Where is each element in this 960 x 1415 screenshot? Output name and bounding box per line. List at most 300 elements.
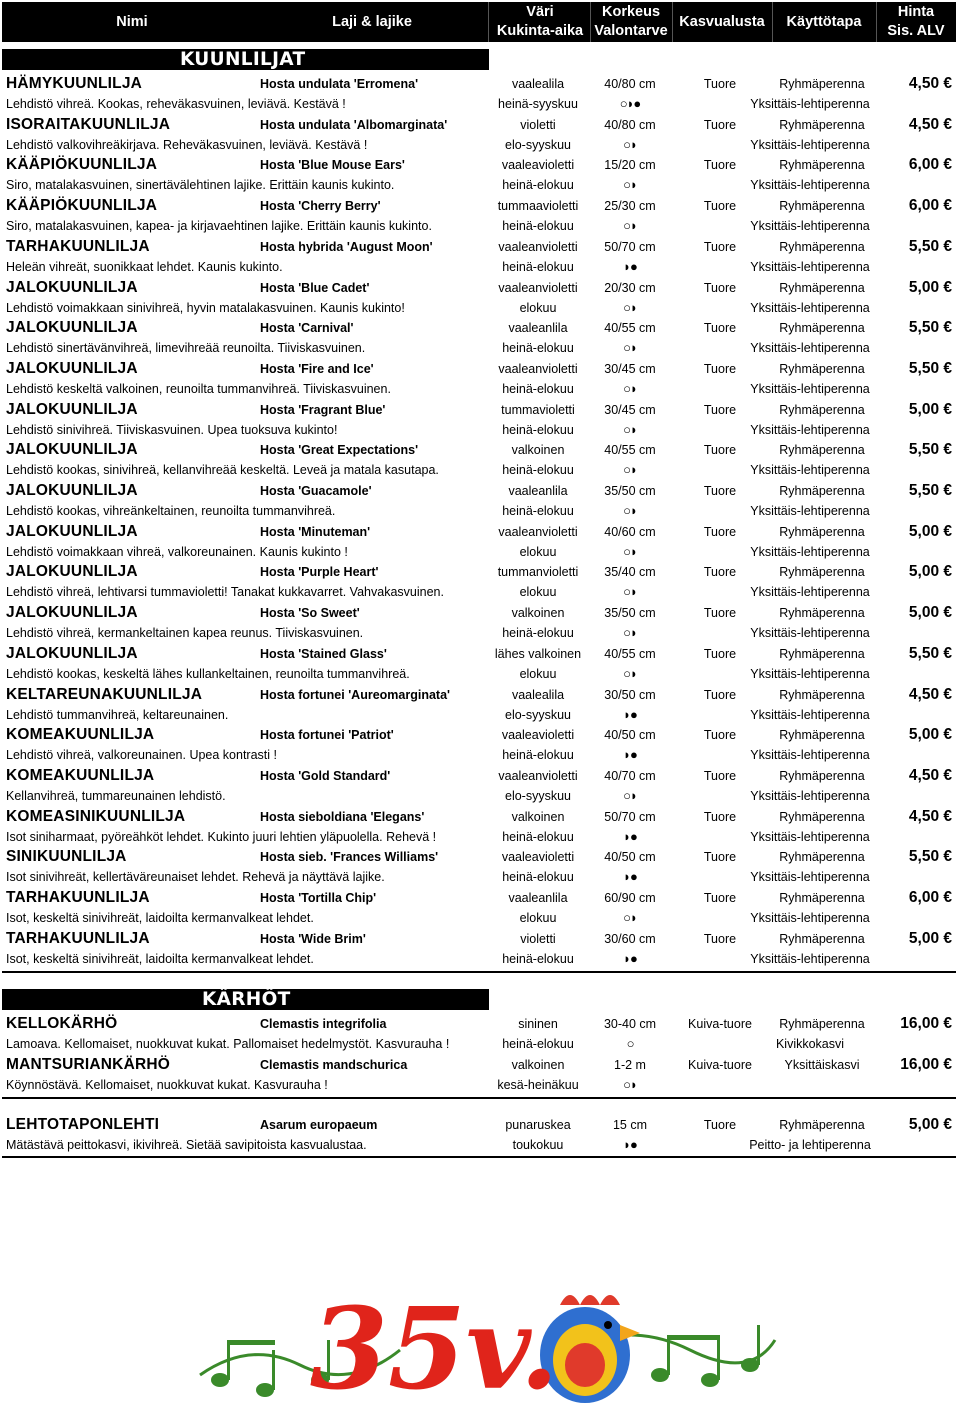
plant-name: JALOKUUNLILJA xyxy=(6,563,138,580)
secondary-usage: Yksittäis-lehtiperenna xyxy=(750,219,870,233)
price: 6,00 € xyxy=(908,156,952,173)
col-height-label: Korkeus xyxy=(601,4,661,20)
growing-medium: Tuore xyxy=(703,281,737,295)
plant-detail-row xyxy=(0,827,960,847)
bloom-time: heinä-syyskuu xyxy=(498,97,578,111)
usage-type: Ryhmäperenna xyxy=(779,443,865,457)
price: 4,50 € xyxy=(908,808,952,825)
plant-entry xyxy=(0,1055,960,1096)
col-bloom-label: Kukinta-aika xyxy=(496,23,584,39)
light-requirement-icon: ○◗ xyxy=(623,584,637,599)
flower-color: vaaleanvioletti xyxy=(498,525,578,539)
plant-height: 60/90 cm xyxy=(604,891,656,905)
anniversary-logo xyxy=(190,1280,780,1410)
growing-medium: Tuore xyxy=(703,525,737,539)
plant-height: 40/70 cm xyxy=(604,769,656,783)
usage-type: Ryhmäperenna xyxy=(779,403,865,417)
growing-medium: Tuore xyxy=(703,484,737,498)
section-header xyxy=(2,989,489,1010)
plant-main-row xyxy=(0,278,960,298)
plant-species: Hosta 'Tortilla Chip' xyxy=(260,891,377,905)
plant-entry xyxy=(0,888,960,929)
light-requirement-icon: ◗● xyxy=(623,707,637,722)
bloom-time: heinä-elokuu xyxy=(502,260,574,274)
bloom-time: heinä-elokuu xyxy=(502,870,574,884)
light-requirement-icon: ◗● xyxy=(623,829,637,844)
growing-medium: Tuore xyxy=(703,850,737,864)
bloom-time: heinä-elokuu xyxy=(502,626,574,640)
plant-height: 40/55 cm xyxy=(604,647,656,661)
plant-name: JALOKUUNLILJA xyxy=(6,360,138,377)
flower-color: vaaleanvioletti xyxy=(498,281,578,295)
light-requirement-icon: ○◗ xyxy=(623,381,637,396)
plant-description: Isot siniharmaat, pyöreähköt lehdet. Kukinto juuri lehtien yläpuolella. Rehevä ! xyxy=(6,830,437,844)
plant-detail-row xyxy=(0,949,960,969)
col-price-label: Hinta xyxy=(897,4,935,20)
bloom-time: elo-syyskuu xyxy=(505,708,571,722)
plant-detail-row xyxy=(0,420,960,440)
plant-species: Hosta undulata 'Erromena' xyxy=(260,77,419,91)
plant-detail-row xyxy=(0,460,960,480)
plant-entry xyxy=(0,237,960,278)
plant-main-row xyxy=(0,155,960,175)
plant-entry xyxy=(0,481,960,522)
bloom-time: heinä-elokuu xyxy=(502,748,574,762)
usage-type: Ryhmäperenna xyxy=(779,810,865,824)
price: 5,50 € xyxy=(908,848,952,865)
light-requirement-icon: ○◗ xyxy=(623,177,637,192)
light-requirement-icon: ○◗ xyxy=(623,1077,637,1092)
plant-detail-row xyxy=(0,175,960,195)
plant-entry xyxy=(0,115,960,156)
col-vat-label: Sis. ALV xyxy=(887,23,945,39)
light-requirement-icon: ○◗ xyxy=(623,503,637,518)
header-divider xyxy=(488,2,489,42)
usage-type: Ryhmäperenna xyxy=(779,484,865,498)
plant-description: Lehdistö voimakkaan sinivihreä, hyvin matalakasvuinen. Kaunis kukinto! xyxy=(6,301,405,315)
flower-color: vaaleanvioletti xyxy=(498,362,578,376)
section-divider xyxy=(2,971,956,973)
flower-color: vaaleavioletti xyxy=(501,158,575,172)
plant-height: 40/60 cm xyxy=(604,525,656,539)
bloom-time: heinä-elokuu xyxy=(502,382,574,396)
light-requirement-icon: ○◗ xyxy=(623,462,637,477)
secondary-usage: Yksittäis-lehtiperenna xyxy=(750,870,870,884)
price: 5,00 € xyxy=(908,1116,952,1133)
usage-type: Ryhmäperenna xyxy=(779,891,865,905)
secondary-usage: Yksittäis-lehtiperenna xyxy=(750,626,870,640)
usage-type: Ryhmäperenna xyxy=(779,606,865,620)
plant-name: TARHAKUUNLILJA xyxy=(6,889,150,906)
secondary-usage: Yksittäis-lehtiperenna xyxy=(750,830,870,844)
plant-entry xyxy=(0,807,960,848)
plant-entry xyxy=(0,1115,960,1156)
plant-detail-row xyxy=(0,1075,960,1095)
usage-type: Ryhmäperenna xyxy=(779,769,865,783)
plant-detail-row xyxy=(0,623,960,643)
flower-color: valkoinen xyxy=(511,1058,565,1072)
flower-color: tummaavioletti xyxy=(497,199,579,213)
flower-color: vaaleanvioletti xyxy=(498,240,578,254)
growing-medium: Tuore xyxy=(703,118,737,132)
plant-main-row xyxy=(0,481,960,501)
plant-name: JALOKUUNLILJA xyxy=(6,319,138,336)
plant-description: Lehdistö kookas, sinivihreä, kellanvihreää keskeltä. Leveä ja matala kasutapa. xyxy=(6,463,439,477)
plant-entry xyxy=(0,929,960,970)
plant-name: TARHAKUUNLILJA xyxy=(6,238,150,255)
plant-description: Lehdistö vihreä. Kookas, reheväkasvuinen, leviävä. Kestävä ! xyxy=(6,97,346,111)
secondary-usage: Yksittäis-lehtiperenna xyxy=(750,463,870,477)
price: 5,00 € xyxy=(908,930,952,947)
light-requirement-icon: ◗● xyxy=(623,869,637,884)
secondary-usage: Yksittäis-lehtiperenna xyxy=(750,423,870,437)
plant-detail-row xyxy=(0,379,960,399)
secondary-usage: Yksittäis-lehtiperenna xyxy=(750,789,870,803)
price: 5,50 € xyxy=(908,319,952,336)
plant-height: 35/40 cm xyxy=(604,565,656,579)
plant-entry xyxy=(0,74,960,115)
plant-description: Lehdistö kookas, vihreänkeltainen, reunoilta tummanvihreä. xyxy=(6,504,336,518)
bloom-time: elo-syyskuu xyxy=(505,138,571,152)
plant-entry xyxy=(0,1014,960,1055)
plant-description: Lehdistö keskeltä valkoinen, reunoilta tummanvihreä. Tiiviskasvuinen. xyxy=(6,382,391,396)
col-header-env xyxy=(672,2,772,42)
bloom-time: heinä-elokuu xyxy=(502,504,574,518)
plant-detail-row xyxy=(0,705,960,725)
growing-medium: Tuore xyxy=(703,321,737,335)
bloom-time: elokuu xyxy=(519,585,557,599)
plant-description: Lehdistö kookas, keskeltä lähes kullankeltainen, reunoilta tummanvihreä. xyxy=(6,667,410,681)
light-requirement-icon: ○◗ xyxy=(623,218,637,233)
plant-main-row xyxy=(0,725,960,745)
plant-detail-row xyxy=(0,867,960,887)
flower-color: vaalealila xyxy=(511,688,565,702)
price: 6,00 € xyxy=(908,889,952,906)
section-title: KUUNLILJAT xyxy=(180,49,306,70)
plant-detail-row xyxy=(0,1135,960,1155)
plant-height: 25/30 cm xyxy=(604,199,656,213)
plant-height: 50/70 cm xyxy=(604,240,656,254)
plant-detail-row xyxy=(0,745,960,765)
usage-type: Ryhmäperenna xyxy=(779,932,865,946)
plant-entry xyxy=(0,847,960,888)
plant-height: 40/55 cm xyxy=(604,321,656,335)
flower-color: tummavioletti xyxy=(501,403,575,417)
plant-entry xyxy=(0,155,960,196)
usage-type: Ryhmäperenna xyxy=(779,77,865,91)
flower-color: vaaleanlila xyxy=(508,891,568,905)
light-requirement-icon: ○◗● xyxy=(619,96,641,111)
plant-detail-row xyxy=(0,338,960,358)
light-requirement-icon: ○◗ xyxy=(623,340,637,355)
secondary-usage: Yksittäis-lehtiperenna xyxy=(750,341,870,355)
col-header-species xyxy=(292,2,452,42)
light-requirement-icon: ◗● xyxy=(623,951,637,966)
section-divider xyxy=(2,1097,956,1099)
plant-name: JALOKUUNLILJA xyxy=(6,604,138,621)
plant-description: Lamoava. Kellomaiset, nuokkuvat kukat. Pallomaiset hedelmystöt. Kasvurauha ! xyxy=(6,1037,450,1051)
plant-detail-row xyxy=(0,664,960,684)
plant-height: 30-40 cm xyxy=(603,1017,657,1031)
secondary-usage: Yksittäis-lehtiperenna xyxy=(750,952,870,966)
flower-color: vaaleanlila xyxy=(508,321,568,335)
growing-medium: Tuore xyxy=(703,362,737,376)
plant-species: Hosta 'So Sweet' xyxy=(260,606,360,620)
anniversary-text: 35v. xyxy=(310,1284,559,1410)
plant-species: Asarum europaeum xyxy=(260,1118,378,1132)
plant-height: 30/50 cm xyxy=(604,688,656,702)
plant-species: Hosta 'Wide Brim' xyxy=(260,932,366,946)
growing-medium: Tuore xyxy=(703,403,737,417)
col-header-color xyxy=(490,2,590,42)
col-species-label: Laji & lajike xyxy=(332,13,412,30)
plant-main-row xyxy=(0,400,960,420)
flower-color: violetti xyxy=(520,932,556,946)
plant-name: LEHTOTAPONLEHTI xyxy=(6,1116,160,1133)
plant-detail-row xyxy=(0,542,960,562)
plant-name: SINIKUUNLILJA xyxy=(6,848,127,865)
plant-species: Hosta 'Great Expectations' xyxy=(260,443,419,457)
flower-color: tummanvioletti xyxy=(497,565,579,579)
growing-medium: Tuore xyxy=(703,240,737,254)
plant-detail-row xyxy=(0,501,960,521)
plant-species: Hosta 'Gold Standard' xyxy=(260,769,391,783)
growing-medium: Kuiva-tuore xyxy=(688,1017,752,1031)
light-requirement-icon: ◗● xyxy=(623,747,637,762)
growing-medium: Tuore xyxy=(703,688,737,702)
plant-main-row xyxy=(0,74,960,94)
plant-description: Mätästävä peittokasvi, ikivihreä. Sietää savipitoista kasvualustaa. xyxy=(6,1138,367,1152)
plant-main-row xyxy=(0,1014,960,1034)
plant-species: Hosta sieboldiana 'Elegans' xyxy=(260,810,425,824)
growing-medium: Tuore xyxy=(703,769,737,783)
plant-entry xyxy=(0,359,960,400)
secondary-usage: Yksittäis-lehtiperenna xyxy=(750,504,870,518)
price: 16,00 € xyxy=(900,1056,952,1073)
col-name-label: Nimi xyxy=(116,13,148,30)
plant-entry xyxy=(0,766,960,807)
plant-species: Hosta 'Carnival' xyxy=(260,321,354,335)
price: 5,50 € xyxy=(908,441,952,458)
flower-color: valkoinen xyxy=(511,443,565,457)
plant-detail-row xyxy=(0,908,960,928)
col-color-label: Väri xyxy=(526,4,554,20)
col-header-use xyxy=(772,2,876,42)
growing-medium: Tuore xyxy=(703,891,737,905)
plant-description: Köynnöstävä. Kellomaiset, nuokkuvat kukat. Kasvurauha ! xyxy=(6,1078,328,1092)
plant-detail-row xyxy=(0,786,960,806)
plant-height: 30/45 cm xyxy=(604,362,656,376)
bloom-time: kesä-heinäkuu xyxy=(497,1078,579,1092)
light-requirement-icon: ◗● xyxy=(623,1137,637,1152)
plant-name: KELLOKÄRHÖ xyxy=(6,1015,118,1032)
table-header xyxy=(2,2,956,42)
plant-name: JALOKUUNLILJA xyxy=(6,482,138,499)
secondary-usage: Yksittäis-lehtiperenna xyxy=(750,748,870,762)
price: 6,00 € xyxy=(908,197,952,214)
plant-main-row xyxy=(0,766,960,786)
plant-species: Hosta fortunei 'Patriot' xyxy=(260,728,394,742)
price: 4,50 € xyxy=(908,75,952,92)
flower-color: valkoinen xyxy=(511,810,565,824)
bloom-time: heinä-elokuu xyxy=(502,1037,574,1051)
secondary-usage: Yksittäis-lehtiperenna xyxy=(750,178,870,192)
plant-description: Lehdistö sinertävänvihreä, limevihreää reunoilta. Tiiviskasvuinen. xyxy=(6,341,366,355)
price: 5,50 € xyxy=(908,645,952,662)
secondary-usage: Yksittäis-lehtiperenna xyxy=(750,301,870,315)
bloom-time: heinä-elokuu xyxy=(502,423,574,437)
plant-main-row xyxy=(0,929,960,949)
plant-height: 40/50 cm xyxy=(604,728,656,742)
plant-main-row xyxy=(0,196,960,216)
plant-name: JALOKUUNLILJA xyxy=(6,401,138,418)
plant-detail-row xyxy=(0,1034,960,1054)
plant-height: 35/50 cm xyxy=(604,484,656,498)
plant-name: TARHAKUUNLILJA xyxy=(6,930,150,947)
col-header-height xyxy=(590,2,672,42)
plant-name: JALOKUUNLILJA xyxy=(6,523,138,540)
plant-name: KOMEAKUUNLILJA xyxy=(6,726,155,743)
flower-color: vaaleanlila xyxy=(508,484,568,498)
growing-medium: Tuore xyxy=(703,199,737,213)
col-env-label: Kasvualusta xyxy=(679,13,765,30)
plant-species: Hosta 'Blue Mouse Ears' xyxy=(260,158,405,172)
bloom-time: heinä-elokuu xyxy=(502,178,574,192)
light-requirement-icon: ○◗ xyxy=(623,300,637,315)
price: 5,00 € xyxy=(908,604,952,621)
plant-height: 30/45 cm xyxy=(604,403,656,417)
flower-color: vaalealila xyxy=(511,77,565,91)
plant-name: KÄÄPIÖKUUNLILJA xyxy=(6,156,158,173)
flower-color: lähes valkoinen xyxy=(494,647,582,661)
section-divider xyxy=(2,1156,956,1158)
plant-species: Clemastis mandschurica xyxy=(260,1058,408,1072)
price: 16,00 € xyxy=(900,1015,952,1032)
plant-description: Isot sinivihreät, kellertäväreunaiset lehdet. Rehevä ja näyttävä lajike. xyxy=(6,870,385,884)
plant-main-row xyxy=(0,807,960,827)
growing-medium: Tuore xyxy=(703,932,737,946)
plant-entry xyxy=(0,318,960,359)
plant-species: Hosta 'Purple Heart' xyxy=(260,565,379,579)
plant-entry xyxy=(0,196,960,237)
bloom-time: toukokuu xyxy=(512,1138,564,1152)
usage-type: Ryhmäperenna xyxy=(779,321,865,335)
light-requirement-icon: ○◗ xyxy=(623,666,637,681)
price: 4,50 € xyxy=(908,686,952,703)
plant-main-row xyxy=(0,237,960,257)
growing-medium: Tuore xyxy=(703,443,737,457)
plant-height: 40/80 cm xyxy=(604,77,656,91)
price: 5,00 € xyxy=(908,279,952,296)
plant-main-row xyxy=(0,1055,960,1075)
plant-height: 35/50 cm xyxy=(604,606,656,620)
col-header-name xyxy=(42,2,222,42)
usage-type: Ryhmäperenna xyxy=(779,728,865,742)
bloom-time: elokuu xyxy=(519,545,557,559)
usage-type: Ryhmäperenna xyxy=(779,281,865,295)
secondary-usage: Yksittäis-lehtiperenna xyxy=(750,138,870,152)
plant-main-row xyxy=(0,522,960,542)
bloom-time: heinä-elokuu xyxy=(502,219,574,233)
flower-color: vaaleavioletti xyxy=(501,850,575,864)
growing-medium: Tuore xyxy=(703,1118,737,1132)
growing-medium: Tuore xyxy=(703,565,737,579)
price: 5,00 € xyxy=(908,726,952,743)
plant-species: Hosta 'Stained Glass' xyxy=(260,647,387,661)
plant-entry xyxy=(0,278,960,319)
growing-medium: Tuore xyxy=(703,810,737,824)
plant-main-row xyxy=(0,318,960,338)
plant-entry xyxy=(0,685,960,726)
plant-height: 15/20 cm xyxy=(604,158,656,172)
plant-height: 40/55 cm xyxy=(604,443,656,457)
plant-description: Lehdistö sinivihreä. Tiiviskasvuinen. Upea tuoksuva kukinto! xyxy=(6,423,338,437)
light-requirement-icon: ○ xyxy=(626,1036,634,1051)
col-use-label: Käyttötapa xyxy=(786,13,862,30)
price: 5,00 € xyxy=(908,523,952,540)
plant-description: Siro, matalakasvuinen, kapea- ja kirjavaehtinen lajike. Erittäin kaunis kukinto. xyxy=(6,219,432,233)
price: 5,50 € xyxy=(908,238,952,255)
plant-description: Siro, matalakasvuinen, sinertävälehtinen lajike. Erittäin kaunis kukinto. xyxy=(6,178,395,192)
bloom-time: heinä-elokuu xyxy=(502,463,574,477)
plant-description: Lehdistö vihreä, valkoreunainen. Upea kontrasti ! xyxy=(6,748,277,762)
plant-description: Lehdistö voimakkaan vihreä, valkoreunainen. Kaunis kukinto ! xyxy=(6,545,348,559)
secondary-usage: Peitto- ja lehtiperenna xyxy=(749,1138,871,1152)
secondary-usage: Yksittäis-lehtiperenna xyxy=(750,911,870,925)
light-requirement-icon: ◗● xyxy=(623,259,637,274)
secondary-usage: Yksittäis-lehtiperenna xyxy=(750,545,870,559)
plant-detail-row xyxy=(0,135,960,155)
usage-type: Ryhmäperenna xyxy=(779,850,865,864)
plant-description: Lehdistö tummanvihreä, keltareunainen. xyxy=(6,708,229,722)
light-requirement-icon: ○◗ xyxy=(623,788,637,803)
plant-entry xyxy=(0,400,960,441)
plant-description: Lehdistö vihreä, kermankeltainen kapea reunus. Tiiviskasvuinen. xyxy=(6,626,364,640)
usage-type: Ryhmäperenna xyxy=(779,1118,865,1132)
plant-main-row xyxy=(0,359,960,379)
secondary-usage: Yksittäis-lehtiperenna xyxy=(750,382,870,396)
section-header xyxy=(2,49,489,70)
light-requirement-icon: ○◗ xyxy=(623,137,637,152)
light-requirement-icon: ○◗ xyxy=(623,910,637,925)
plant-height: 15 cm xyxy=(612,1118,648,1132)
plant-name: KELTAREUNAKUUNLILJA xyxy=(6,686,203,703)
plant-name: HÄMYKUUNLILJA xyxy=(6,75,143,92)
secondary-usage: Kivikkokasvi xyxy=(775,1037,845,1051)
price: 5,00 € xyxy=(908,563,952,580)
bloom-time: elo-syyskuu xyxy=(505,789,571,803)
growing-medium: Tuore xyxy=(703,647,737,661)
price: 5,50 € xyxy=(908,360,952,377)
plant-entry xyxy=(0,440,960,481)
secondary-usage: Yksittäis-lehtiperenna xyxy=(750,585,870,599)
plant-name: KOMEASINIKUUNLILJA xyxy=(6,808,186,825)
plant-species: Hosta 'Minuteman' xyxy=(260,525,371,539)
plant-name: MANTSURIANKÄRHÖ xyxy=(6,1056,171,1073)
plant-description: Lehdistö vihreä, lehtivarsi tummavioletti! Tanakat kukkavarret. Vahvakasvuinen. xyxy=(6,585,444,599)
secondary-usage xyxy=(742,1075,878,1095)
plant-detail-row xyxy=(0,582,960,602)
plant-description: Lehdistö valkovihreäkirjava. Reheväkasvuinen, leviävä. Kestävä ! xyxy=(6,138,368,152)
plant-height: 30/60 cm xyxy=(604,932,656,946)
plant-main-row xyxy=(0,888,960,908)
col-light-label: Valontarve xyxy=(594,23,668,39)
growing-medium: Tuore xyxy=(703,606,737,620)
flower-color: punaruskea xyxy=(505,1118,571,1132)
plant-main-row xyxy=(0,440,960,460)
bloom-time: elokuu xyxy=(519,667,557,681)
plant-entry xyxy=(0,562,960,603)
